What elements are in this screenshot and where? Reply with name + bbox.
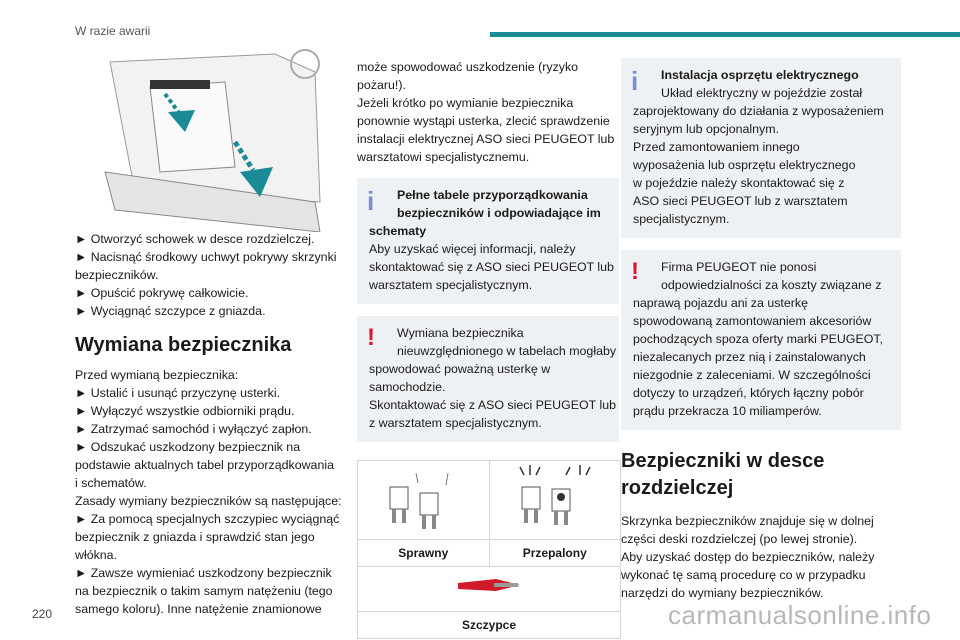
- body-line: Aby uzyskać dostęp do bezpieczników, należy: [621, 550, 875, 564]
- info-box-title: Pełne tabele przyporządkowania: [397, 188, 588, 202]
- fuse-ok-image-cell: [358, 461, 489, 539]
- info-icon: i: [367, 186, 375, 216]
- column-middle: [357, 58, 619, 639]
- body-line: ► Ustalić i usunąć przyczynę usterki.: [75, 386, 281, 400]
- body-line: części deski rozdzielczej (po lewej stronie).: [621, 532, 858, 546]
- info-box-text: ASO sieci PEUGEOT lub z warsztatem: [633, 194, 848, 208]
- warning-text: spowodowaną zamontowaniem akcesoriów: [633, 314, 872, 328]
- warning-text: niezalecanych przez nią i zainstalowanych: [633, 350, 866, 364]
- info-icon: i: [631, 66, 639, 96]
- info-box-title: schematy: [369, 224, 427, 238]
- body-line: pożaru!).: [357, 78, 406, 92]
- watermark: carmanualsonline.info: [668, 600, 932, 630]
- info-box-text: Przed zamontowaniem innego: [633, 140, 800, 154]
- fuse-ok-icon: [368, 461, 478, 537]
- warning-text: odpowiedzialności za koszty związane z: [661, 278, 882, 292]
- body-line: ► Zatrzymać samochód i wyłączyć zapłon.: [75, 422, 312, 436]
- glovebox-illustration: [75, 42, 345, 232]
- warning-text: nieuwzględnionego w tabelach mogłaby: [397, 344, 617, 358]
- info-box-title: Instalacja osprzętu elektrycznego: [661, 68, 859, 82]
- section-heading: [621, 448, 901, 502]
- info-box-title: bezpieczników i odpowiadające im: [397, 206, 601, 220]
- body-line: bezpiecznik z gniazda i sprawdzić stan jego: [75, 530, 315, 544]
- warning-text: z warsztatem specjalistycznym.: [369, 416, 542, 430]
- warning-text: niezgodnie z zaleceniami. W szczególności: [633, 368, 871, 382]
- info-box-text: zaprojektowany do działania z wyposażeniem: [633, 104, 884, 118]
- body-line: warsztatowi specjalistycznemu.: [357, 150, 530, 164]
- info-box-text: skontaktować się z ASO sieci PEUGEOT lub: [369, 260, 614, 274]
- step-line: bezpieczników.: [75, 268, 159, 282]
- body-line: narzędzi do wymiany bezpieczników.: [621, 586, 824, 600]
- fuse-blown-image-cell: [489, 461, 621, 539]
- warning-icon: !: [631, 258, 639, 285]
- tweezers-icon: [454, 571, 524, 601]
- warning-box-liability: [621, 250, 901, 430]
- page-number: 220: [32, 607, 53, 621]
- step-line: ► Nacisnąć środkowy uchwyt pokrywy skrzynki: [75, 250, 337, 264]
- body-line: podstawie aktualnych tabel przyporządkowania: [75, 458, 334, 472]
- warning-text: samochodzie.: [369, 380, 446, 394]
- warning-text: pochodzących spoza oferty marki PEUGEOT,: [633, 332, 883, 346]
- step-line: ► Wyciągnąć szczypce z gniazda.: [75, 304, 266, 318]
- warning-box-fuse: [357, 316, 619, 442]
- info-box-text: seryjnym lub opcjonalnym.: [633, 122, 779, 136]
- body-line: może spowodować uszkodzenie (ryzyko: [357, 60, 579, 74]
- info-box-text: Układ elektryczny w pojeździe został: [661, 86, 863, 100]
- body-line: Skrzynka bezpieczników znajduje się w dolnej: [621, 514, 874, 528]
- body-line: ► Zawsze wymieniać uszkodzony bezpiecznik: [75, 566, 332, 580]
- info-box-text: wyposażenia lub osprzętu elektrycznego: [633, 158, 856, 172]
- tweezers-image-cell: [358, 567, 620, 611]
- body-line: i schematów.: [75, 476, 147, 490]
- info-box-electrical-accessories: [621, 58, 901, 238]
- section-heading: Wymiana bezpiecznika: [75, 334, 292, 356]
- warning-text: Skontaktować się z ASO sieci PEUGEOT lub: [369, 398, 616, 412]
- info-box-text: w pojeździe należy skontaktować się z: [633, 176, 845, 190]
- body-line: włókna.: [75, 548, 118, 562]
- running-header: W razie awarii: [75, 24, 151, 38]
- body-line: wykonać tę samą procedurę co w przypadku: [621, 568, 866, 582]
- step-line: ► Opuścić pokrywę całkowicie.: [75, 286, 249, 300]
- warning-text: naprawą pojazdu ani za usterkę: [633, 296, 808, 310]
- body-line: ► Za pomocą specjalnych szczypiec wyciągnąć: [75, 512, 340, 526]
- warning-text: dotyczy to urządzeń, których łączny pobór: [633, 386, 864, 400]
- fuse-ok-label: Sprawny: [398, 546, 449, 560]
- warning-text: Wymiana bezpiecznika: [397, 326, 524, 340]
- body-line: Jeżeli krótko po wymianie bezpiecznika: [357, 96, 574, 110]
- warning-text: Firma PEUGEOT nie ponosi: [661, 260, 817, 274]
- fuse-blown-label: Przepalony: [489, 540, 621, 566]
- fuse-condition-table: [357, 460, 621, 639]
- body-line: ► Wyłączyć wszystkie odbiorniki prądu.: [75, 404, 295, 418]
- section-heading-line: rozdzielczej: [621, 477, 734, 499]
- info-box-text: warsztatem specjalistycznym.: [369, 278, 533, 292]
- body-line: instalacji elektrycznej ASO sieci PEUGEOT lub: [357, 132, 615, 146]
- step-line: ► Otworzyć schowek w desce rozdzielczej.: [75, 232, 315, 246]
- warning-text: spowodować poważną usterkę w: [369, 362, 551, 376]
- warning-icon: !: [367, 324, 375, 351]
- warning-text: prądu przekracza 10 miliamperów.: [633, 404, 822, 418]
- body-line: samego koloru). Inne natężenie znamionowe: [75, 602, 322, 616]
- column-right: [621, 58, 901, 602]
- section-heading-line: Bezpieczniki w desce: [621, 450, 825, 472]
- info-box-fuse-tables: [357, 178, 619, 304]
- tweezers-label: Szczypce: [461, 618, 517, 632]
- column-left: [75, 230, 345, 618]
- body-line: na bezpiecznik o takim samym natężeniu (tego: [75, 584, 333, 598]
- fuse-blown-icon: [500, 461, 610, 537]
- info-box-text: specjalistycznym.: [633, 212, 730, 226]
- body-line: Przed wymianą bezpiecznika:: [75, 368, 239, 382]
- header-accent-bar: [490, 32, 960, 37]
- info-box-text: Aby uzyskać więcej informacji, należy: [369, 242, 576, 256]
- body-line: ► Odszukać uszkodzony bezpiecznik na: [75, 440, 301, 454]
- body-line: ponownie wystąpi usterka, zlecić sprawdzenie: [357, 114, 610, 128]
- body-line: Zasady wymiany bezpieczników są następujące:: [75, 494, 342, 508]
